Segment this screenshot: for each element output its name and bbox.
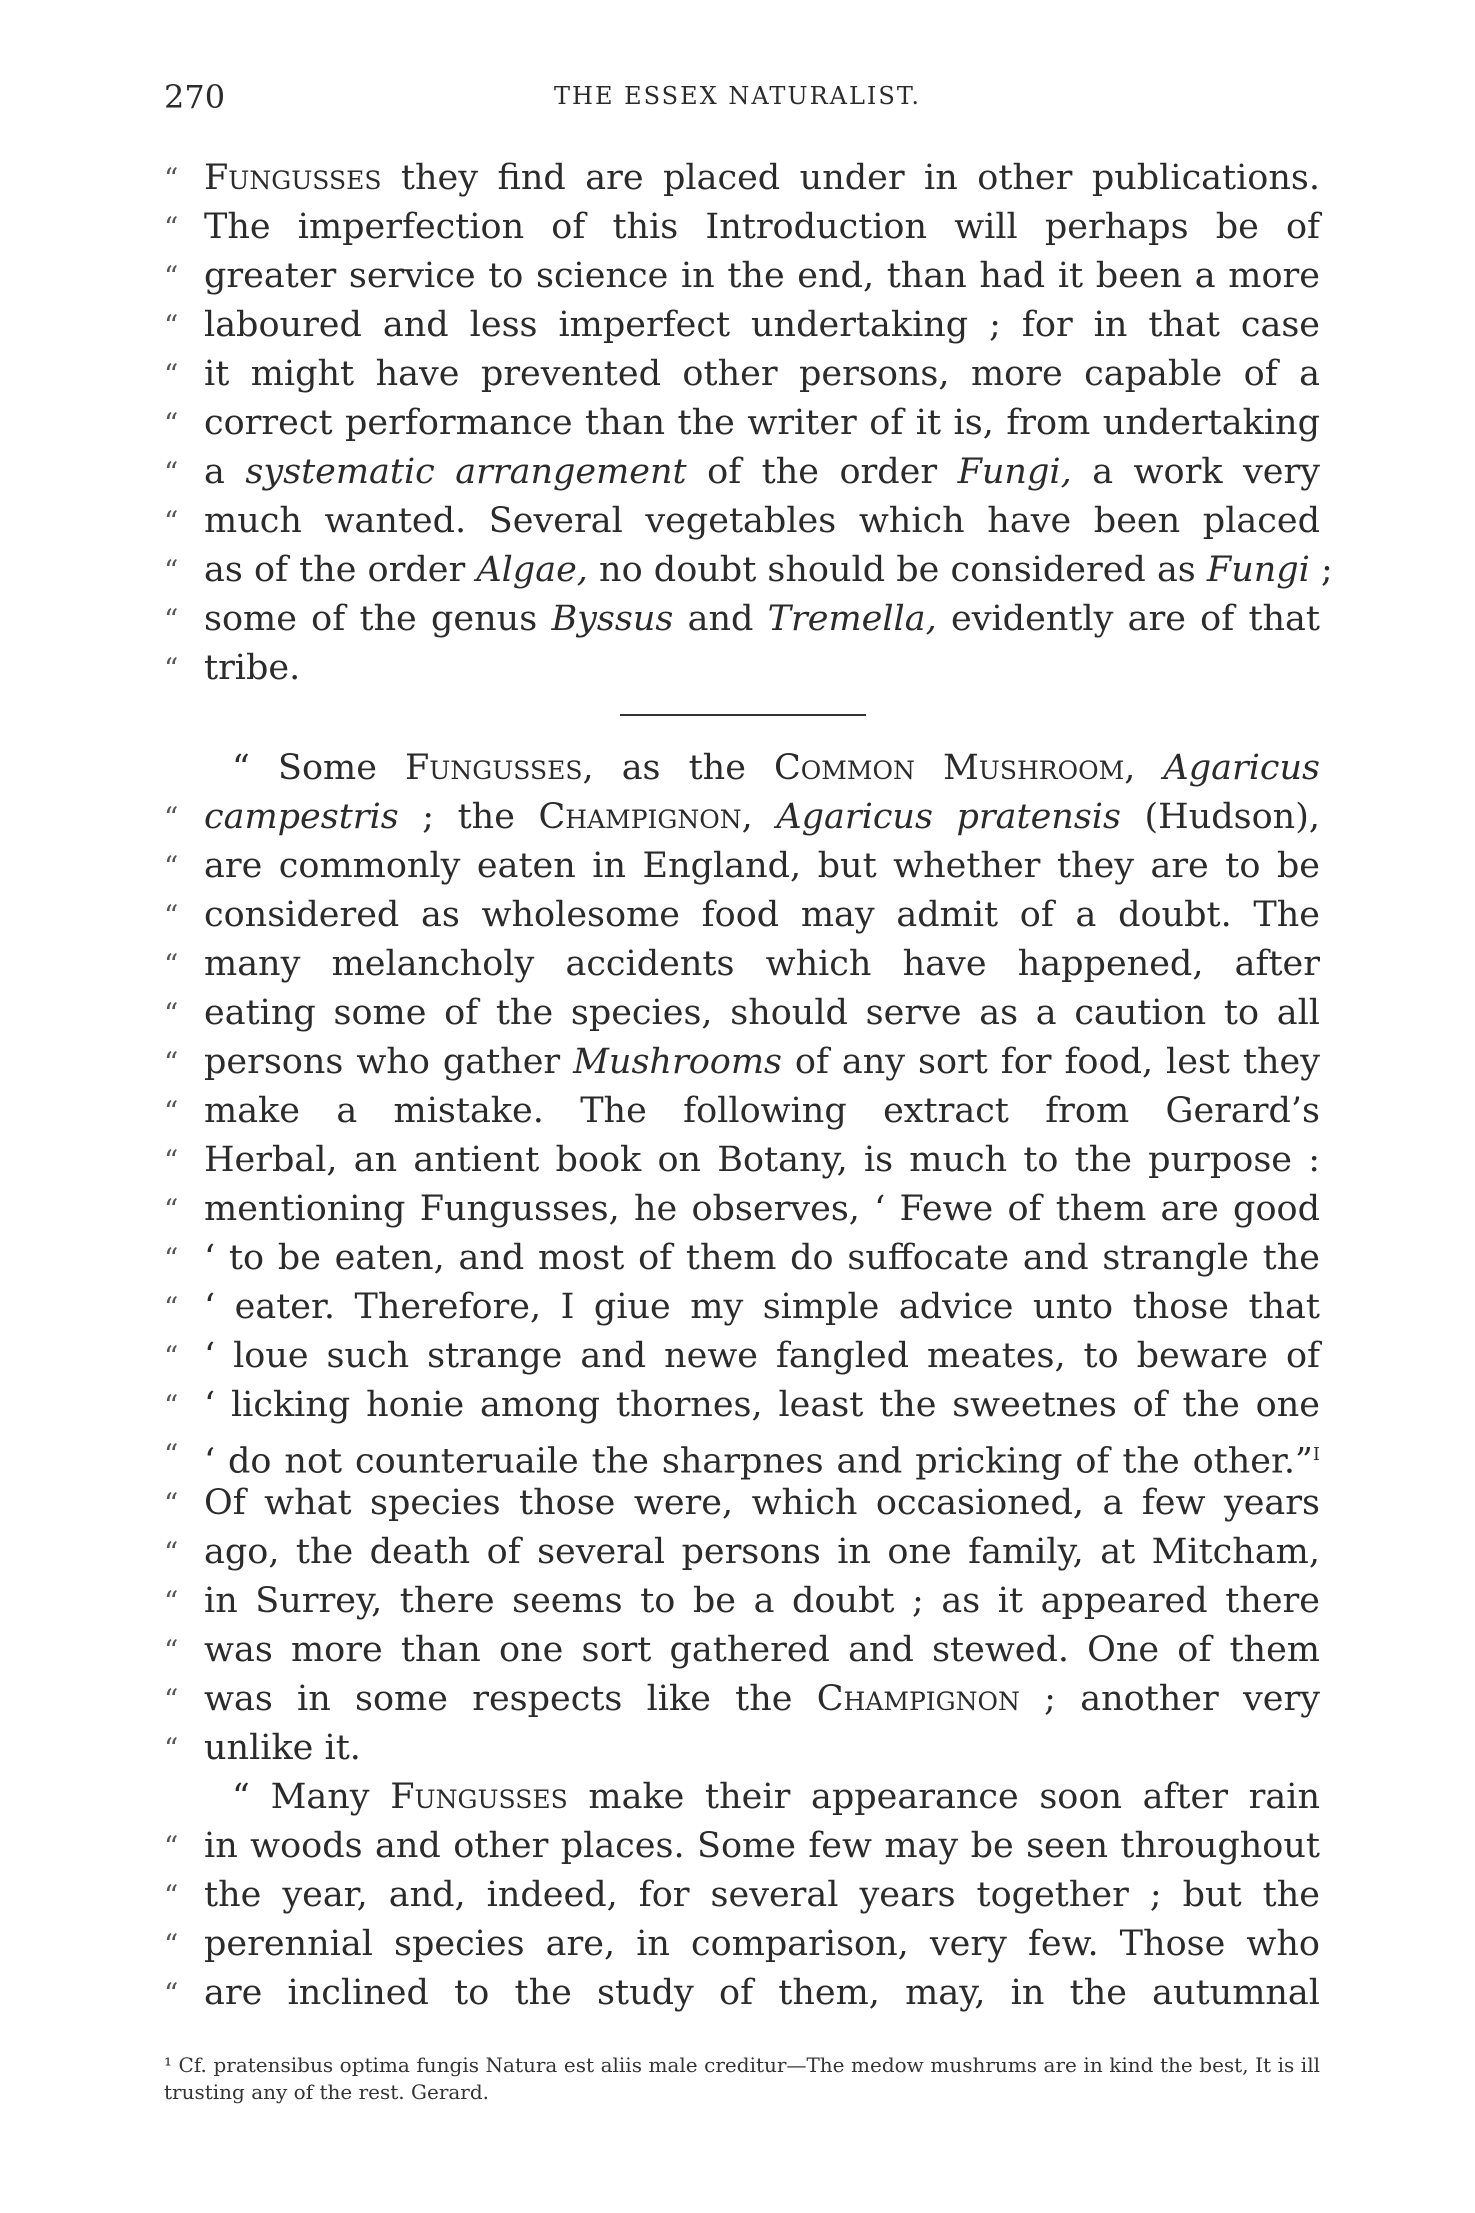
footnote: ¹ Cf. pratensibus optima fungis Natura est aliis male creditur—The medow mushrums are in kind the best, It is ill trusting any of the rest. Gerard. (164, 2053, 1320, 2104)
paragraph-2: “ Some Fungusses, as the Common Mushroom, Agaricus “ campestris ; the Champignon, Agaricus pratensis (Hudson), “ are commonly eaten in England, but whether they are to be “ considered as wholesome food may admit of a doubt. The “ many melancholy accidents which have happened, after “ eating some of the species, should serve as a caution to all “ persons who gather Mushrooms of any sort for food, lest they “ make a mistake. The following extract from Gerard’s “ Herbal, an antient book on Botany, is much to the purpose : “ mentioning Fungusses, he observes, ‘ Fewe of them are good “ ‘ to be eaten, and most of them do suffocate and strangle the “ ‘ eater. Therefore, I giue my simple advice unto those that “ ‘ loue such strange and newe fangled meates, to beware of “ ‘ licking honie among thornes, least the sweetnes of the one “ ‘ do not counteruaile the sharpnes and pricking of the other.”$^I$ “ Of what species those were, which occasioned, a few years “ ago, the death of several persons in one family, at Mitcham, “ in Surrey, there seems to be a doubt ; as it appeared there “ was more than one sort gathered and stewed. One of them “ was in some respects like the Champignon ; another very “ unlike it. (164, 748, 1321, 1768)
page-header (0, 78, 1475, 118)
paragraph-3: “ Many Fungusses make their appearance soon after rain “ in woods and other places. Some few may be seen throughout “ the year, and, indeed, for several years together ; but the “ perennial species are, in comparison, very few. Those who “ are inclined to the study of them, may, in the autumnal (164, 1777, 1320, 2013)
page-number: 270 (164, 78, 226, 116)
running-head: THE ESSEX NATURALIST. (554, 82, 921, 110)
paragraph-1: “ Fungusses they find are placed under in other publications. “ The imperfection of this Introduction will perhaps be of “ greater service to science in the end, than had it been a more “ laboured and less imperfect undertaking ; for in that case “ it might have prevented other persons, more capable of a “ correct performance than the writer of it is, from undertaking “ a systematic arrangement of the order Fungi, a work very “ much wanted. Several vegetables which have been placed “ as of the order Algae, no doubt should be considered as Fungi ; “ some of the genus Byssus and Tremella, evidently are of that “ tribe. (164, 158, 1333, 688)
section-divider (620, 714, 866, 716)
